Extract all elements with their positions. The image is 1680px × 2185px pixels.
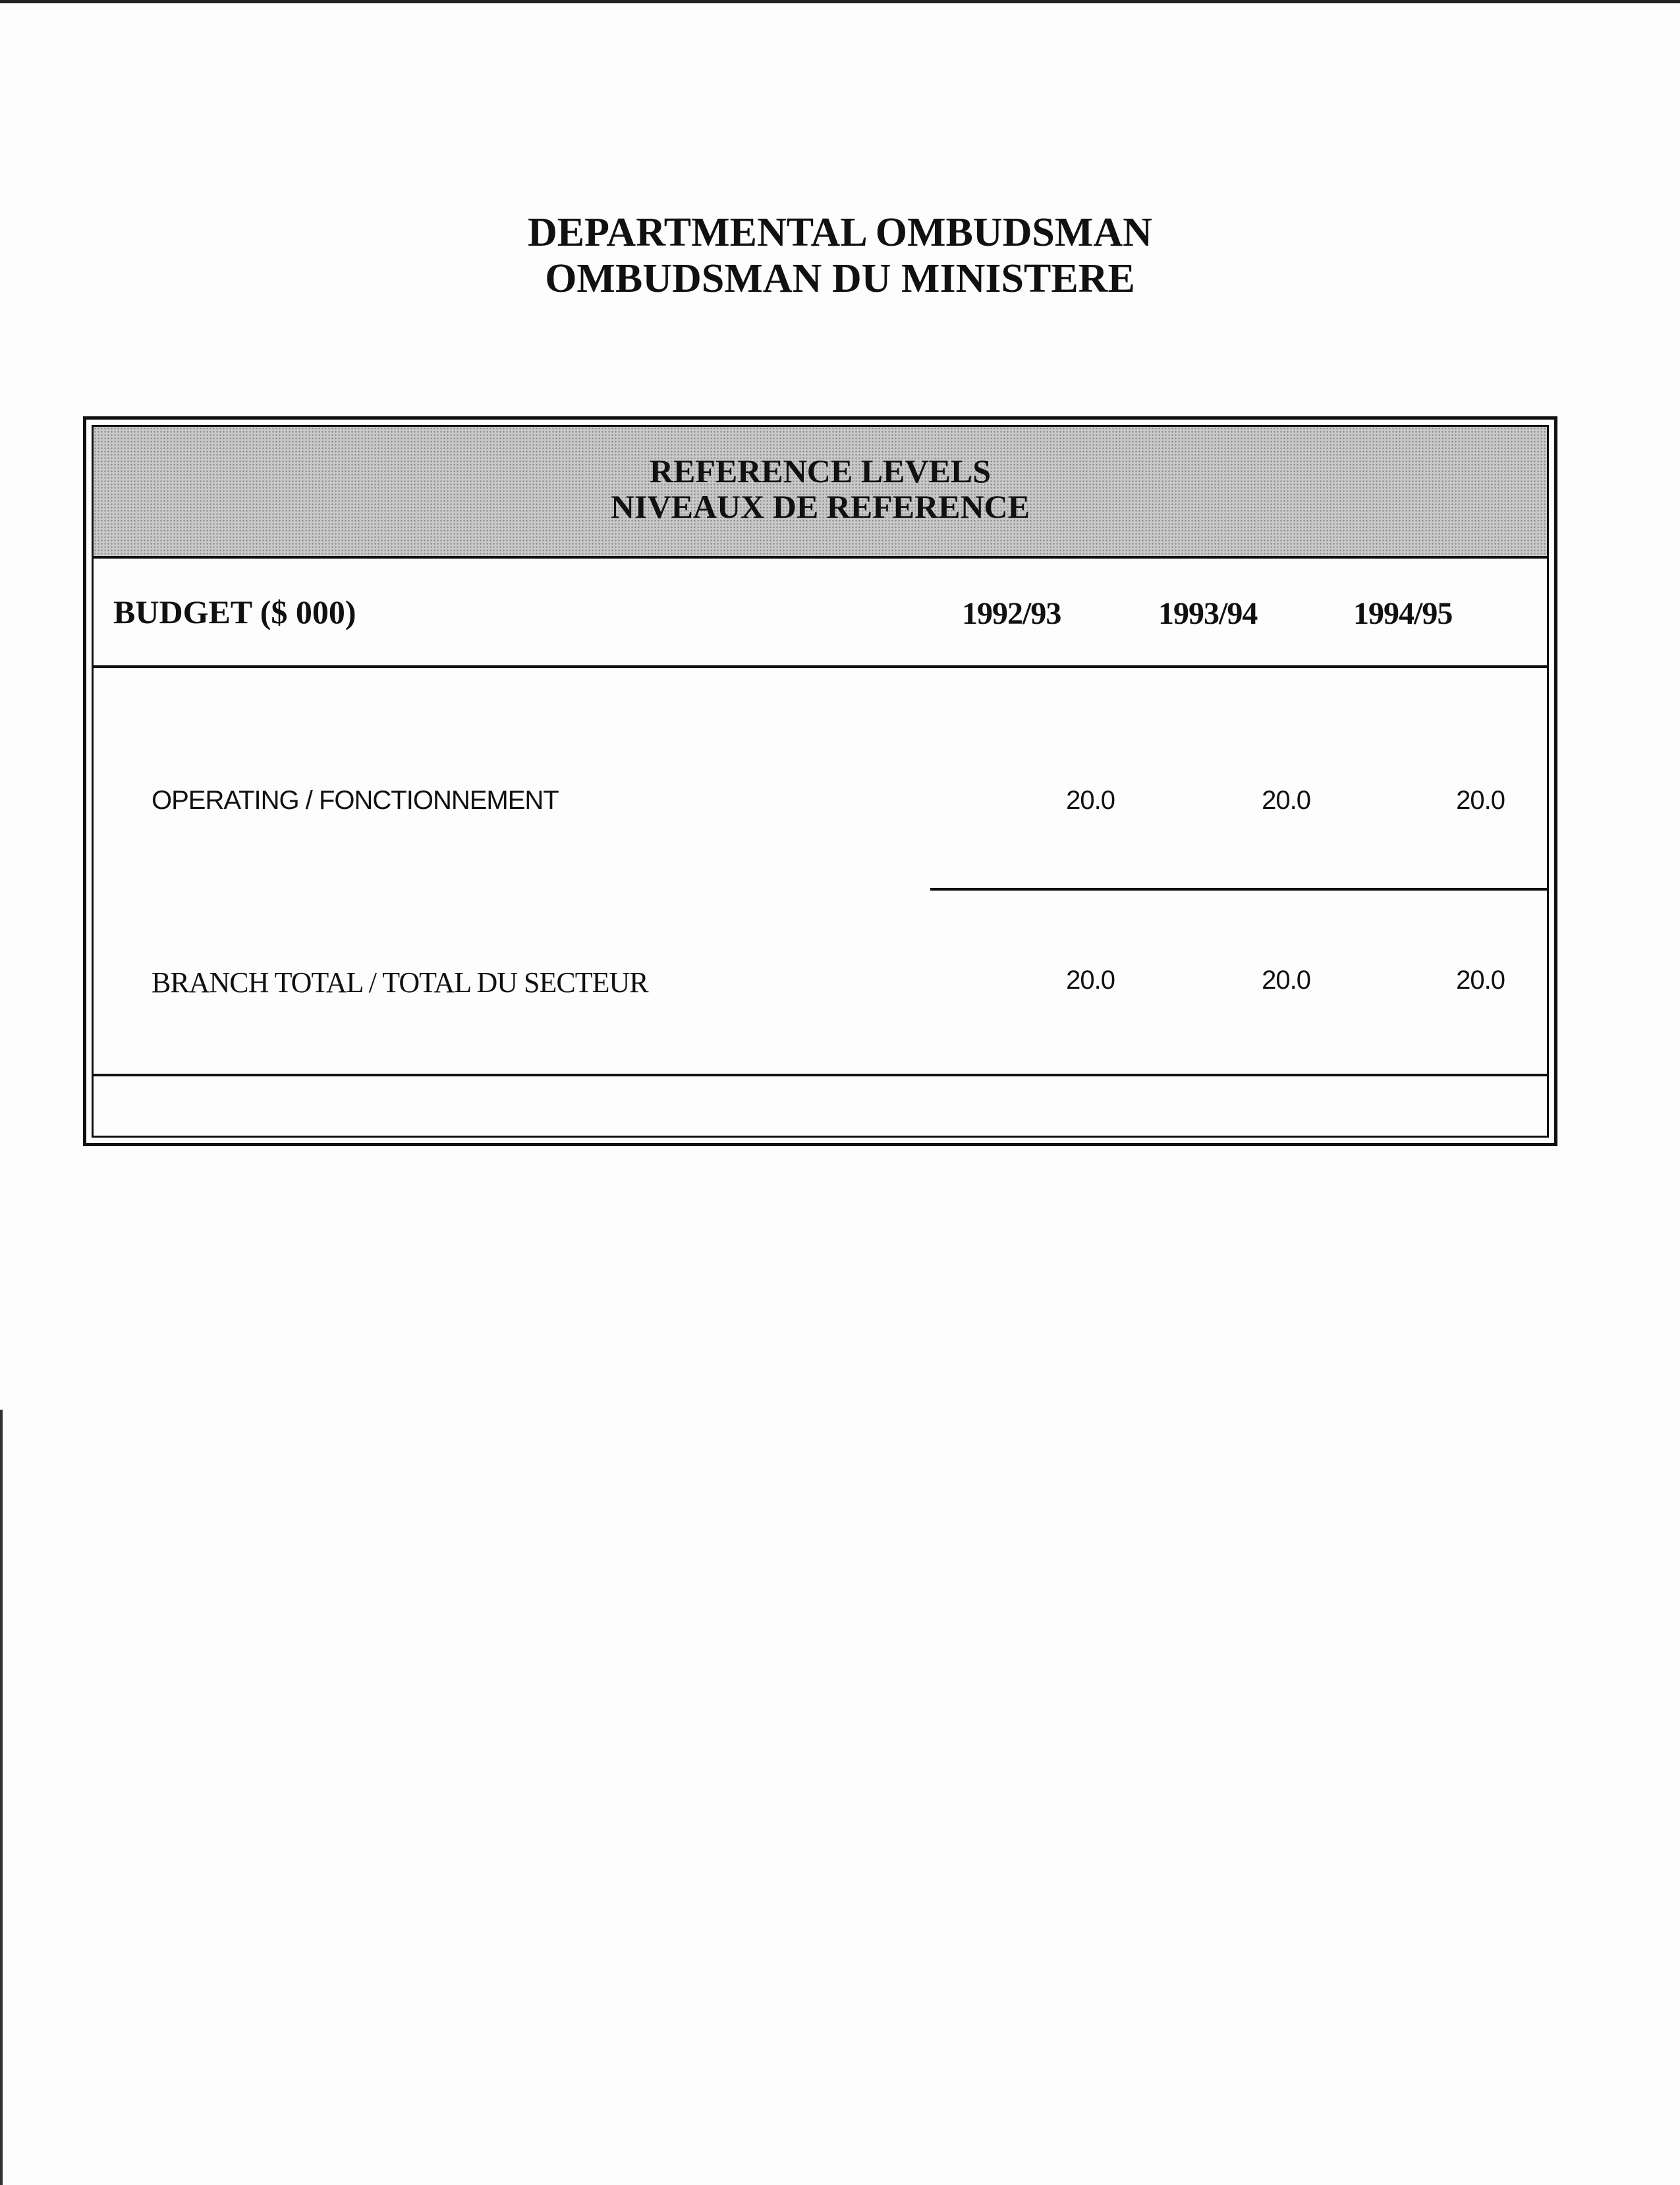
- branch-total-row-label: BRANCH TOTAL / TOTAL DU SECTEUR: [152, 966, 648, 999]
- reference-levels-table: [83, 416, 1557, 1146]
- column-header-row: [94, 559, 1547, 668]
- subtotal-rule: [930, 888, 1547, 891]
- table-heading-french: NIVEAUX DE REFERENCE: [610, 488, 1030, 525]
- branch-total-value: 20.0: [1262, 966, 1310, 995]
- table-heading-english: REFERENCE LEVELS: [649, 453, 992, 489]
- operating-value: 20.0: [1456, 786, 1505, 815]
- budget-label: BUDGET ($ 000): [113, 594, 356, 630]
- table-bottom-rule: [94, 1074, 1547, 1076]
- document-title: [0, 209, 1680, 302]
- operating-value: 20.0: [1066, 786, 1115, 815]
- branch-total-value: 20.0: [1066, 966, 1115, 995]
- table-heading: [94, 427, 1547, 559]
- year-header: 1994/95: [1353, 596, 1453, 631]
- title-french: OMBUDSMAN DU MINISTERE: [545, 256, 1135, 301]
- page-left-edge: [0, 1410, 3, 2185]
- page-top-rule: [0, 0, 1680, 3]
- title-english: DEPARTMENTAL OMBUDSMAN: [528, 210, 1152, 255]
- operating-value: 20.0: [1262, 786, 1310, 815]
- reference-levels-table-inner: [92, 425, 1549, 1138]
- year-header: 1992/93: [962, 596, 1061, 631]
- operating-row-label: OPERATING / FONCTIONNEMENT: [152, 786, 559, 815]
- year-header: 1993/94: [1158, 596, 1258, 631]
- branch-total-value: 20.0: [1456, 966, 1505, 995]
